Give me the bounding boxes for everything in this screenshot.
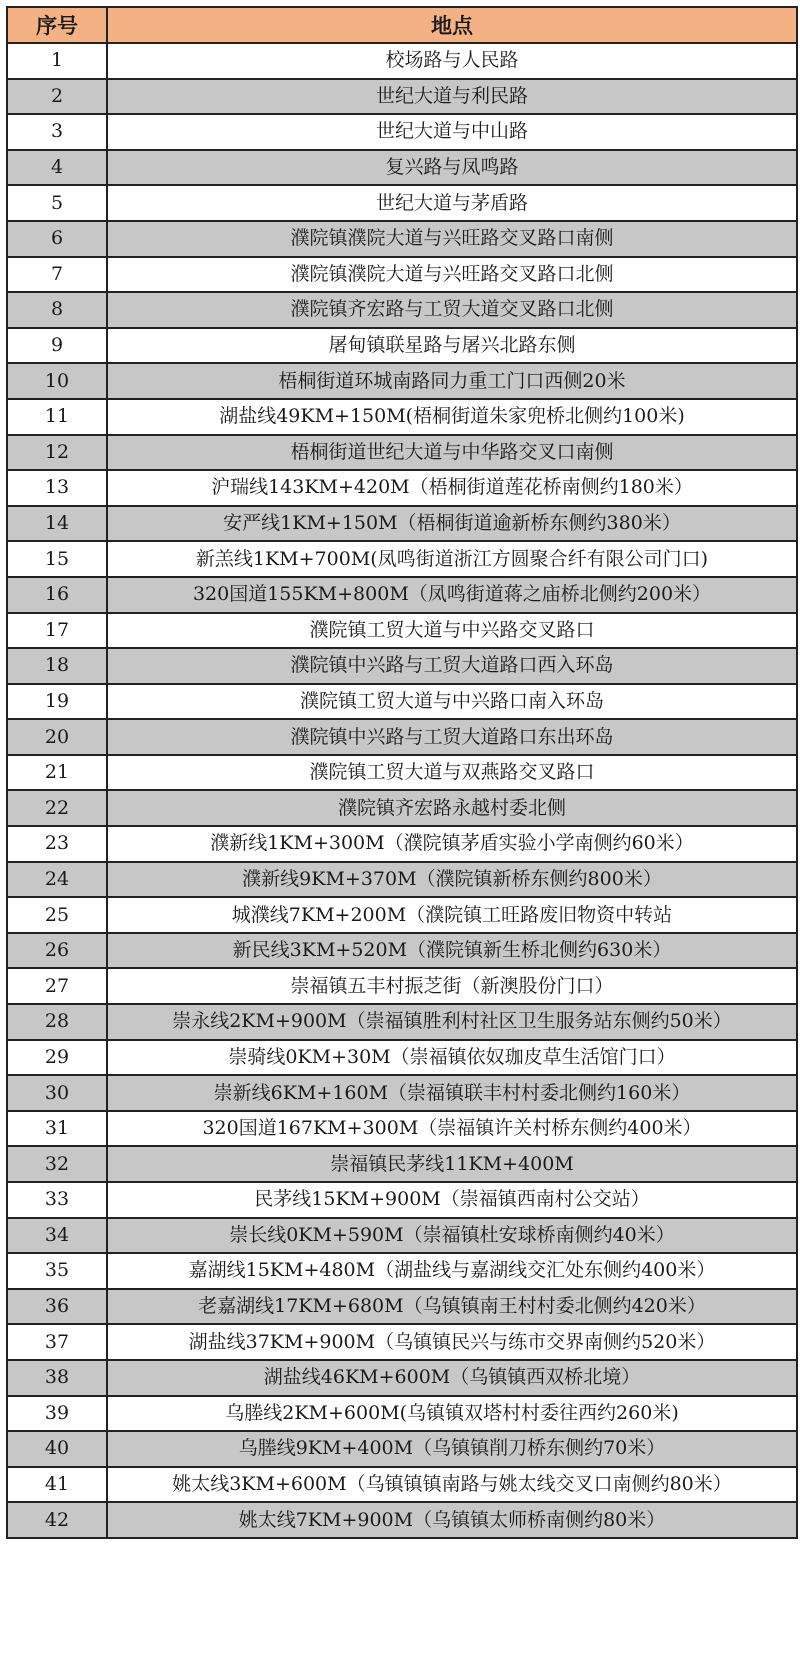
table-row bbox=[7, 1502, 797, 1538]
row-location: 湖盐线46KM+600M（乌镇镇西双桥北境） bbox=[107, 1360, 797, 1396]
table-row bbox=[7, 79, 797, 115]
table-row bbox=[7, 292, 797, 328]
table-row bbox=[7, 1253, 797, 1289]
row-location: 濮院镇中兴路与工贸大道路口东出环岛 bbox=[107, 719, 797, 755]
row-number: 9 bbox=[7, 328, 107, 364]
row-number: 29 bbox=[7, 1040, 107, 1076]
table-row bbox=[7, 470, 797, 506]
row-location: 320国道167KM+300M（崇福镇许关村桥东侧约400米） bbox=[107, 1111, 797, 1147]
row-number: 2 bbox=[7, 79, 107, 115]
row-location: 崇永线2KM+900M（崇福镇胜利村社区卫生服务站东侧约50米） bbox=[107, 1004, 797, 1040]
table-row bbox=[7, 1040, 797, 1076]
row-number: 12 bbox=[7, 435, 107, 471]
row-location: 濮院镇中兴路与工贸大道路口西入环岛 bbox=[107, 648, 797, 684]
row-location: 新民线3KM+520M（濮院镇新生桥北侧约630米） bbox=[107, 933, 797, 969]
row-number: 1 bbox=[7, 43, 107, 79]
row-number: 16 bbox=[7, 577, 107, 613]
row-location: 濮院镇工贸大道与中兴路交叉路口 bbox=[107, 613, 797, 649]
row-number: 14 bbox=[7, 506, 107, 542]
table-row bbox=[7, 862, 797, 898]
row-location: 濮新线9KM+370M（濮院镇新桥东侧约800米） bbox=[107, 862, 797, 898]
row-location: 姚太线7KM+900M（乌镇镇太师桥南侧约80米） bbox=[107, 1502, 797, 1538]
row-location: 濮院镇濮院大道与兴旺路交叉路口南侧 bbox=[107, 221, 797, 257]
row-location: 新羔线1KM+700M(凤鸣街道浙江方圆聚合纤有限公司门口) bbox=[107, 541, 797, 577]
row-number: 20 bbox=[7, 719, 107, 755]
row-number: 35 bbox=[7, 1253, 107, 1289]
row-number: 21 bbox=[7, 755, 107, 791]
row-number: 26 bbox=[7, 933, 107, 969]
table-row bbox=[7, 1396, 797, 1432]
row-number: 8 bbox=[7, 292, 107, 328]
table-row bbox=[7, 328, 797, 364]
row-number: 42 bbox=[7, 1502, 107, 1538]
table-row bbox=[7, 1004, 797, 1040]
row-number: 30 bbox=[7, 1075, 107, 1111]
table-row bbox=[7, 541, 797, 577]
table-row bbox=[7, 1467, 797, 1503]
row-location: 濮院镇齐宏路与工贸大道交叉路口北侧 bbox=[107, 292, 797, 328]
row-number: 25 bbox=[7, 897, 107, 933]
row-number: 33 bbox=[7, 1182, 107, 1218]
row-number: 6 bbox=[7, 221, 107, 257]
row-number: 27 bbox=[7, 968, 107, 1004]
row-number: 36 bbox=[7, 1289, 107, 1325]
table-row bbox=[7, 1218, 797, 1254]
row-number: 7 bbox=[7, 257, 107, 293]
table-row bbox=[7, 1324, 797, 1360]
row-location: 崇福镇民茅线11KM+400M bbox=[107, 1146, 797, 1182]
row-location: 崇福镇五丰村振芝街（新澳股份门口） bbox=[107, 968, 797, 1004]
table-row bbox=[7, 897, 797, 933]
row-location: 沪瑞线143KM+420M（梧桐街道莲花桥南侧约180米） bbox=[107, 470, 797, 506]
table-row bbox=[7, 613, 797, 649]
row-location: 老嘉湖线17KM+680M（乌镇镇南王村村委北侧约420米） bbox=[107, 1289, 797, 1325]
table-row bbox=[7, 185, 797, 221]
row-number: 18 bbox=[7, 648, 107, 684]
row-number: 31 bbox=[7, 1111, 107, 1147]
row-location: 世纪大道与茅盾路 bbox=[107, 185, 797, 221]
table-row bbox=[7, 933, 797, 969]
table-row bbox=[7, 114, 797, 150]
row-number: 38 bbox=[7, 1360, 107, 1396]
row-number: 19 bbox=[7, 684, 107, 720]
row-location: 世纪大道与利民路 bbox=[107, 79, 797, 115]
row-location: 濮院镇濮院大道与兴旺路交叉路口北侧 bbox=[107, 257, 797, 293]
table-row bbox=[7, 363, 797, 399]
row-location: 濮院镇工贸大道与中兴路口南入环岛 bbox=[107, 684, 797, 720]
table-row bbox=[7, 399, 797, 435]
row-location: 崇长线0KM+590M（崇福镇杜安球桥南侧约40米） bbox=[107, 1218, 797, 1254]
row-location: 屠甸镇联星路与屠兴北路东侧 bbox=[107, 328, 797, 364]
row-location: 嘉湖线15KM+480M（湖盐线与嘉湖线交汇处东侧约400米） bbox=[107, 1253, 797, 1289]
row-number: 4 bbox=[7, 150, 107, 186]
row-number: 34 bbox=[7, 1218, 107, 1254]
row-location: 世纪大道与中山路 bbox=[107, 114, 797, 150]
row-location: 崇新线6KM+160M（崇福镇联丰村村委北侧约160米） bbox=[107, 1075, 797, 1111]
header-location: 地点 bbox=[107, 7, 797, 43]
row-location: 濮院镇工贸大道与双燕路交叉路口 bbox=[107, 755, 797, 791]
row-number: 5 bbox=[7, 185, 107, 221]
locations-table bbox=[6, 6, 798, 1539]
table-row bbox=[7, 577, 797, 613]
row-location: 校场路与人民路 bbox=[107, 43, 797, 79]
row-number: 37 bbox=[7, 1324, 107, 1360]
table-row bbox=[7, 755, 797, 791]
row-location: 安严线1KM+150M（梧桐街道逾新桥东侧约380米） bbox=[107, 506, 797, 542]
table-row bbox=[7, 1146, 797, 1182]
row-location: 湖盐线37KM+900M（乌镇镇民兴与练市交界南侧约520米） bbox=[107, 1324, 797, 1360]
table-row bbox=[7, 968, 797, 1004]
table-row bbox=[7, 150, 797, 186]
table-row bbox=[7, 1360, 797, 1396]
row-number: 32 bbox=[7, 1146, 107, 1182]
table-row bbox=[7, 719, 797, 755]
table-body bbox=[7, 43, 797, 1538]
row-location: 梧桐街道环城南路同力重工门口西侧20米 bbox=[107, 363, 797, 399]
row-location: 民茅线15KM+900M（崇福镇西南村公交站） bbox=[107, 1182, 797, 1218]
row-location: 乌塍线9KM+400M（乌镇镇削刀桥东侧约70米） bbox=[107, 1431, 797, 1467]
row-location: 濮院镇齐宏路永越村委北侧 bbox=[107, 790, 797, 826]
table-row bbox=[7, 506, 797, 542]
row-number: 39 bbox=[7, 1396, 107, 1432]
table-row bbox=[7, 1111, 797, 1147]
row-location: 城濮线7KM+200M（濮院镇工旺路废旧物资中转站 bbox=[107, 897, 797, 933]
row-number: 22 bbox=[7, 790, 107, 826]
table-row bbox=[7, 684, 797, 720]
row-location: 湖盐线49KM+150M(梧桐街道朱家兜桥北侧约100米) bbox=[107, 399, 797, 435]
table-row bbox=[7, 1289, 797, 1325]
row-number: 13 bbox=[7, 470, 107, 506]
table-row bbox=[7, 1431, 797, 1467]
row-number: 17 bbox=[7, 613, 107, 649]
table-row bbox=[7, 257, 797, 293]
row-number: 23 bbox=[7, 826, 107, 862]
table-row bbox=[7, 43, 797, 79]
table-row bbox=[7, 790, 797, 826]
table-row bbox=[7, 435, 797, 471]
row-number: 15 bbox=[7, 541, 107, 577]
row-number: 40 bbox=[7, 1431, 107, 1467]
row-number: 28 bbox=[7, 1004, 107, 1040]
header-row bbox=[7, 7, 797, 43]
table-row bbox=[7, 648, 797, 684]
row-number: 41 bbox=[7, 1467, 107, 1503]
row-location: 梧桐街道世纪大道与中华路交叉口南侧 bbox=[107, 435, 797, 471]
row-number: 24 bbox=[7, 862, 107, 898]
table-row bbox=[7, 1075, 797, 1111]
table-row bbox=[7, 1182, 797, 1218]
row-number: 11 bbox=[7, 399, 107, 435]
row-location: 乌塍线2KM+600M(乌镇镇双塔村村委往西约260米) bbox=[107, 1396, 797, 1432]
header-number: 序号 bbox=[7, 7, 107, 43]
table-row bbox=[7, 826, 797, 862]
row-location: 320国道155KM+800M（凤鸣街道蒋之庙桥北侧约200米） bbox=[107, 577, 797, 613]
row-location: 复兴路与凤鸣路 bbox=[107, 150, 797, 186]
row-location: 姚太线3KM+600M（乌镇镇镇南路与姚太线交叉口南侧约80米） bbox=[107, 1467, 797, 1503]
row-location: 崇骑线0KM+30M（崇福镇依奴珈皮草生活馆门口） bbox=[107, 1040, 797, 1076]
row-location: 濮新线1KM+300M（濮院镇茅盾实验小学南侧约60米） bbox=[107, 826, 797, 862]
table-row bbox=[7, 221, 797, 257]
row-number: 10 bbox=[7, 363, 107, 399]
row-number: 3 bbox=[7, 114, 107, 150]
